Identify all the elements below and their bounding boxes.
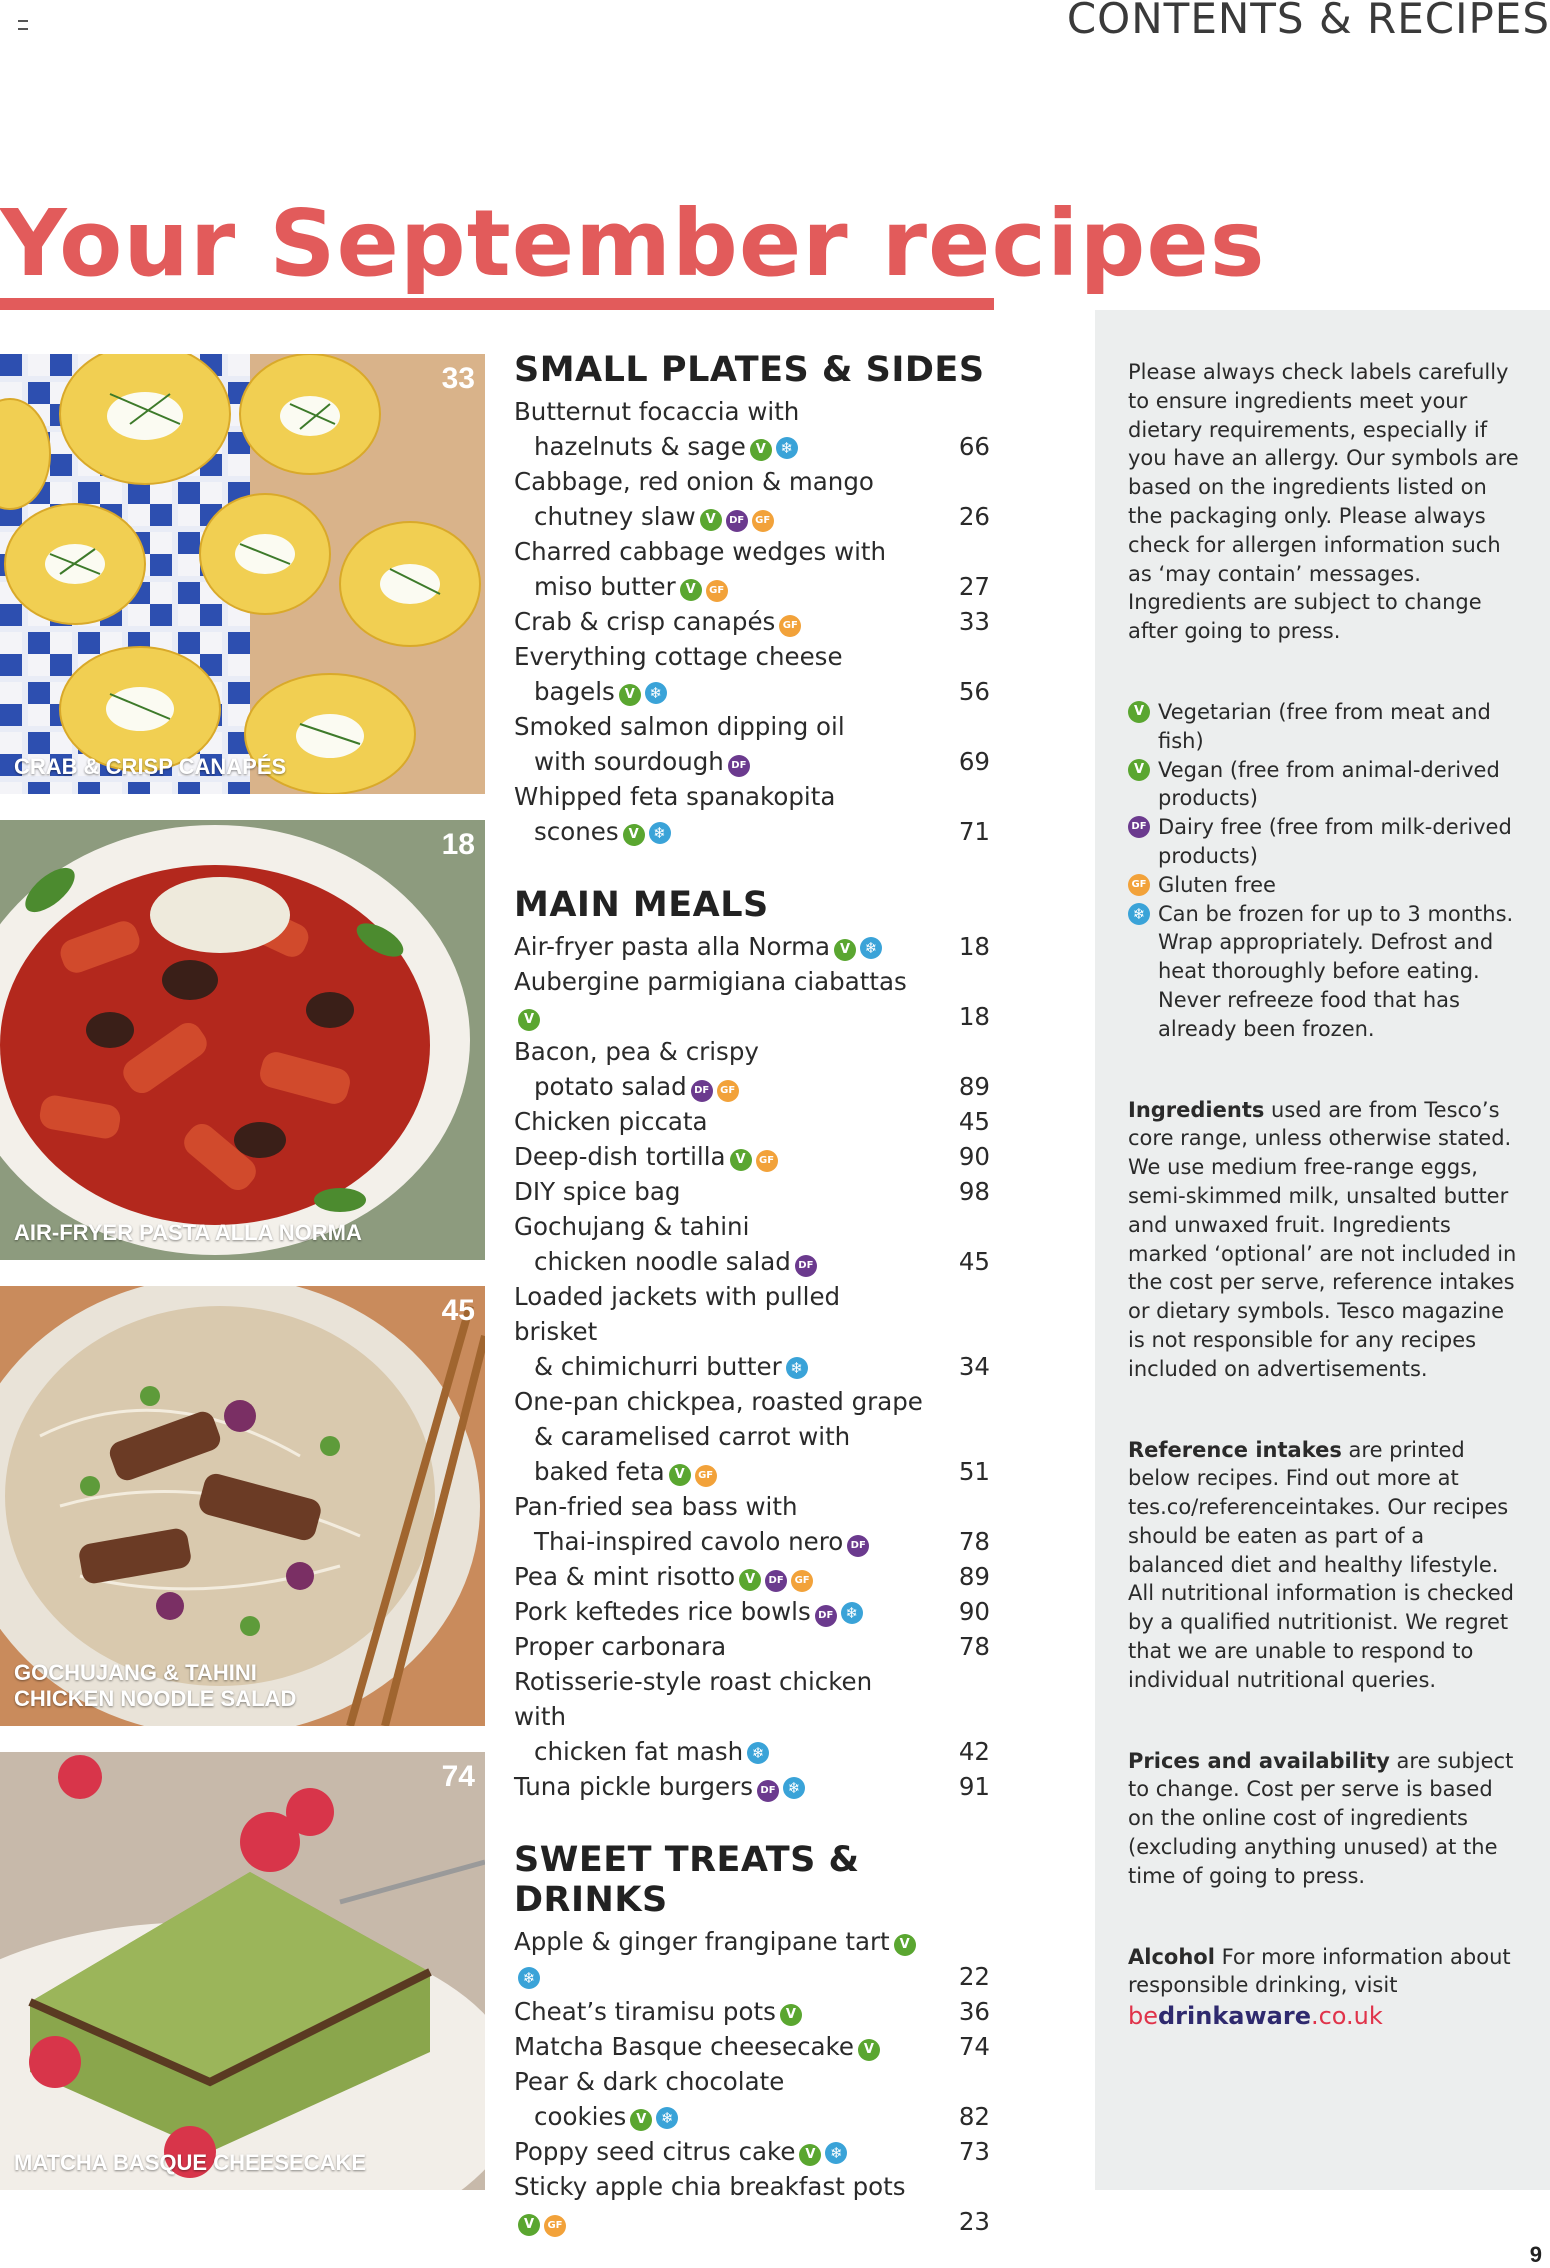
drinkaware-link[interactable] — [1128, 2002, 1523, 2031]
gluten-free-icon: GF — [779, 615, 801, 637]
recipe-name: hazelnuts & sage — [534, 432, 746, 461]
recipe-entry[interactable] — [514, 2064, 994, 2134]
recipe-entry[interactable] — [514, 929, 994, 964]
freezable-icon: ❄ — [518, 1967, 540, 1989]
category-heading: MAIN MEALS — [514, 885, 769, 925]
title-rule — [0, 298, 994, 310]
photo-caption: MATCHA BASQUE CHEESECAKE — [14, 2150, 367, 2175]
dairy-free-icon: DF — [728, 755, 750, 777]
recipe-name: Bacon, pea & crispy — [514, 1037, 759, 1066]
dairy-free-icon: DF — [726, 510, 748, 532]
reference-text: are printed below recipes. Find out more at tes.co/referenceintakes. Our recipes should be eaten as part of a balanced diet and healthy lifestyle. All nutritional information is checked by a qualified nutritionist. We regret that we are unable to respond to individual nutritional queries. — [1128, 1437, 1514, 1692]
photo-crab-canapes[interactable] — [0, 354, 485, 794]
menu-icon — [18, 20, 28, 30]
vegan-icon: V — [1128, 759, 1150, 781]
alcohol-note — [1128, 1943, 1523, 2001]
recipe-entry[interactable] — [514, 1489, 994, 1559]
recipe-page-number: 73 — [958, 2137, 990, 2166]
recipe-entry[interactable] — [514, 1629, 994, 1664]
drinkaware-main: drinkaware — [1158, 2002, 1311, 2031]
recipe-entry[interactable] — [514, 709, 994, 779]
symbol-key-row — [1128, 698, 1523, 756]
symbol-key-text: Gluten free — [1158, 872, 1276, 897]
recipe-entry[interactable] — [514, 1664, 994, 1769]
recipe-name: with sourdough — [534, 747, 724, 776]
gluten-free-icon: GF — [544, 2215, 566, 2237]
recipe-name: baked feta — [534, 1457, 665, 1486]
freezable-icon: ❄ — [656, 2107, 678, 2129]
ingredients-text: used are from Tesco’s core range, unless otherwise stated. We use medium free-range eggs, semi-skimmed milk, unsalted butter and unwaxed fruit. Ingredients marked ‘optional’ are not included in the cost per serve, reference intakes or dietary symbols. Tesco magazine is not responsible for any recipes included on advertisements. — [1128, 1097, 1517, 1381]
recipe-entry[interactable] — [514, 1279, 994, 1384]
info-panel — [1095, 310, 1550, 2190]
recipe-name: Charred cabbage wedges with — [514, 537, 887, 566]
prices-heading: Prices and availability — [1128, 1748, 1390, 1773]
vegetarian-icon: V — [680, 579, 702, 601]
dairy-free-icon: DF — [815, 1605, 837, 1627]
recipe-entry[interactable] — [514, 1104, 994, 1139]
symbol-key — [1128, 698, 1523, 1044]
freezable-icon: ❄ — [860, 937, 882, 959]
recipe-name: Thai-inspired cavolo nero — [534, 1527, 844, 1556]
freezable-icon: ❄ — [747, 1742, 769, 1764]
vegan-icon: V — [700, 509, 722, 531]
recipe-name: Gochujang & tahini — [514, 1212, 750, 1241]
prices-text: are subject to change. Cost per serve is based on the online cost of ingredients (excluding anything unused) at the time of going to press. — [1128, 1748, 1514, 1888]
freezable-icon: ❄ — [649, 822, 671, 844]
recipe-name: scones — [534, 817, 619, 846]
vegetarian-icon: V — [858, 2039, 880, 2061]
recipe-name: cookies — [534, 2102, 627, 2131]
dairy-free-icon: DF — [765, 1570, 787, 1592]
symbol-key-text: Vegetarian (free from meat and fish) — [1158, 699, 1491, 753]
recipe-page-number: 89 — [958, 1072, 990, 1101]
reference-intakes-note — [1128, 1436, 1523, 1695]
recipe-entry[interactable] — [514, 2169, 994, 2239]
recipe-entry[interactable] — [514, 1034, 994, 1104]
drinkaware-be: be — [1128, 2002, 1158, 2031]
recipe-entry[interactable] — [514, 1769, 994, 1804]
vegetarian-icon: V — [518, 2214, 540, 2236]
ingredients-heading: Ingredients — [1128, 1097, 1265, 1122]
symbol-key-row — [1128, 900, 1523, 1044]
symbol-key-row — [1128, 756, 1523, 814]
recipe-name: One-pan chickpea, roasted grape — [514, 1387, 923, 1416]
recipe-page-number: 27 — [958, 572, 990, 601]
photo-noodle-salad[interactable] — [0, 1286, 485, 1726]
recipe-name: chutney slaw — [534, 502, 696, 531]
dairy-free-icon: DF — [757, 1780, 779, 1802]
recipe-entry[interactable] — [514, 779, 994, 849]
recipe-page-number: 18 — [958, 932, 990, 961]
photo-page-number: 74 — [441, 1760, 475, 1793]
pasta-norma-image — [0, 820, 485, 1260]
freezable-icon: ❄ — [776, 437, 798, 459]
recipe-page-number: 56 — [958, 677, 990, 706]
recipe-page-number: 23 — [958, 2207, 990, 2236]
freezable-icon: ❄ — [783, 1777, 805, 1799]
freezable-icon: ❄ — [841, 1602, 863, 1624]
section-header: CONTENTS & RECIPES — [1066, 0, 1550, 43]
symbol-key-text: Can be frozen for up to 3 months. Wrap appropriately. Defrost and heat thoroughly before eating. Never refreeze food that has already been frozen. — [1158, 901, 1514, 1041]
recipe-name: Pan-fried sea bass with — [514, 1492, 798, 1521]
recipe-page-number: 90 — [958, 1597, 990, 1626]
recipe-name: Rotisserie-style roast chicken with — [514, 1667, 873, 1731]
symbol-key-row — [1128, 813, 1523, 871]
recipe-name: Cheat’s tiramisu pots — [514, 1997, 776, 2026]
photo-caption: GOCHUJANG & TAHINI CHICKEN NOODLE SALAD — [14, 1660, 297, 1711]
recipe-name: Cabbage, red onion & mango — [514, 467, 874, 496]
vegetarian-icon: V — [730, 1149, 752, 1171]
vegetarian-icon: V — [630, 2109, 652, 2131]
gluten-free-icon: GF — [791, 1570, 813, 1592]
symbol-key-row — [1128, 871, 1523, 900]
vegetarian-icon: V — [623, 824, 645, 846]
recipe-name: & chimichurri butter — [534, 1352, 782, 1381]
recipe-entry[interactable] — [514, 1384, 994, 1489]
photo-matcha-cheesecake[interactable] — [0, 1752, 485, 2190]
freezable-icon: ❄ — [1128, 903, 1150, 925]
symbol-key-text: Dairy free (free from milk-derived products) — [1158, 815, 1512, 868]
dairy-free-icon: DF — [795, 1255, 817, 1277]
recipe-page-number: 45 — [958, 1107, 990, 1136]
recipe-name: Sticky apple chia breakfast pots — [514, 2172, 906, 2201]
recipe-name: Smoked salmon dipping oil — [514, 712, 845, 741]
vegetarian-icon: V — [669, 1464, 691, 1486]
gluten-free-icon: GF — [1128, 874, 1150, 896]
recipe-page-number: 33 — [958, 607, 990, 636]
recipe-name: Pea & mint risotto — [514, 1562, 736, 1591]
freezable-icon: ❄ — [825, 2142, 847, 2164]
recipe-name: Matcha Basque cheesecake — [514, 2032, 854, 2061]
recipe-page-number: 90 — [958, 1142, 990, 1171]
freezable-icon: ❄ — [786, 1357, 808, 1379]
recipe-name: Deep-dish tortilla — [514, 1142, 726, 1171]
recipe-name: Tuna pickle burgers — [514, 1772, 753, 1801]
vegetarian-icon: V — [750, 439, 772, 461]
recipe-page-number: 91 — [958, 1772, 990, 1801]
recipe-name: & caramelised carrot with — [534, 1422, 851, 1451]
recipe-entry[interactable] — [514, 1209, 994, 1279]
recipe-page-number: 36 — [958, 1997, 990, 2026]
recipe-entry[interactable] — [514, 2029, 994, 2064]
recipe-name: Proper carbonara — [514, 1632, 727, 1661]
vegetarian-icon: V — [1128, 701, 1150, 723]
crab-canapes-image — [0, 354, 485, 794]
photo-pasta-norma[interactable] — [0, 820, 485, 1260]
freezable-icon: ❄ — [645, 682, 667, 704]
page-number: 9 — [1529, 2242, 1542, 2267]
recipe-page-number: 42 — [958, 1737, 990, 1766]
recipe-page-number: 22 — [958, 1962, 990, 1991]
recipe-name: Pork keftedes rice bowls — [514, 1597, 811, 1626]
recipe-page-number: 18 — [958, 1002, 990, 1031]
recipe-name: potato salad — [534, 1072, 687, 1101]
recipe-name: miso butter — [534, 572, 676, 601]
recipe-name: Pear & dark chocolate — [514, 2067, 785, 2096]
recipe-name: Butternut focaccia with — [514, 397, 800, 426]
vegetarian-icon: V — [619, 684, 641, 706]
category-heading: SWEET TREATS & DRINKS — [514, 1840, 860, 1920]
recipe-page-number: 51 — [958, 1457, 990, 1486]
gluten-free-icon: GF — [752, 510, 774, 532]
recipe-name: bagels — [534, 677, 615, 706]
matcha-cheesecake-image — [0, 1752, 485, 2190]
photo-caption: AIR-FRYER PASTA ALLA NORMA — [14, 1220, 362, 1245]
recipe-name: Air-fryer pasta alla Norma — [514, 932, 831, 961]
vegetarian-icon: V — [834, 939, 856, 961]
recipe-page-number: 45 — [958, 1247, 990, 1276]
photo-page-number: 33 — [441, 362, 475, 395]
gluten-free-icon: GF — [756, 1150, 778, 1172]
allergy-note: Please always check labels carefully to ensure ingredients meet your dietary requirements, especially if you have an allergy. Our symbols are based on the ingredients listed on the packaging only. Please always check for allergen information such as ‘may contain’ messages. Ingredients are subject to change after going to press. — [1128, 360, 1519, 644]
recipe-page-number: 89 — [958, 1562, 990, 1591]
recipe-entry[interactable] — [514, 604, 994, 639]
gluten-free-icon: GF — [695, 1465, 717, 1487]
dairy-free-icon: DF — [691, 1080, 713, 1102]
recipe-entry[interactable] — [514, 1559, 994, 1594]
recipe-entry[interactable] — [514, 1994, 994, 2029]
drinkaware-tld: .co.uk — [1310, 2002, 1383, 2031]
recipe-name: Aubergine parmigiana ciabattas — [514, 967, 907, 996]
vegetarian-icon: V — [894, 1934, 916, 1956]
recipe-name: chicken noodle salad — [534, 1247, 791, 1276]
gluten-free-icon: GF — [717, 1080, 739, 1102]
recipe-name: Crab & crisp canapés — [514, 607, 776, 636]
recipe-name: DIY spice bag — [514, 1177, 681, 1206]
reference-heading: Reference intakes — [1128, 1437, 1342, 1462]
ingredients-note — [1128, 1096, 1523, 1384]
prices-note — [1128, 1747, 1523, 1891]
recipe-entry[interactable] — [514, 464, 994, 534]
recipe-entry[interactable] — [514, 1139, 994, 1174]
recipe-page-number: 69 — [958, 747, 990, 776]
recipe-entry[interactable] — [514, 534, 994, 604]
recipe-page-number: 66 — [958, 432, 990, 461]
alcohol-text: For more information about responsible drinking, visit — [1128, 1944, 1511, 1998]
recipe-page-number: 78 — [958, 1632, 990, 1661]
recipe-page-number: 78 — [958, 1527, 990, 1556]
vegetarian-icon: V — [780, 2004, 802, 2026]
vegan-icon: V — [739, 1569, 761, 1591]
recipe-page-number: 26 — [958, 502, 990, 531]
recipe-name: chicken fat mash — [534, 1737, 744, 1766]
recipe-entry[interactable] — [514, 394, 994, 464]
photo-page-number: 45 — [441, 1294, 475, 1327]
recipe-entry[interactable] — [514, 1594, 994, 1629]
recipe-entry[interactable] — [514, 1174, 994, 1209]
photo-caption: CRAB & CRISP CANAPÉS — [14, 754, 287, 779]
gluten-free-icon: GF — [706, 580, 728, 602]
recipe-page-number: 82 — [958, 2102, 990, 2131]
dairy-free-icon: DF — [847, 1535, 869, 1557]
recipe-name: Everything cottage cheese — [514, 642, 843, 671]
recipe-entry[interactable] — [514, 964, 994, 1034]
recipe-name: Apple & ginger frangipane tart — [514, 1927, 890, 1956]
recipe-name: Loaded jackets with pulled brisket — [514, 1282, 841, 1346]
recipe-page-number: 98 — [958, 1177, 990, 1206]
dairy-free-icon: DF — [1128, 816, 1150, 838]
category-heading: SMALL PLATES & SIDES — [514, 350, 985, 390]
alcohol-heading: Alcohol — [1128, 1944, 1215, 1969]
recipe-entry[interactable] — [514, 2134, 994, 2169]
recipe-entry[interactable] — [514, 1924, 994, 1994]
photo-page-number: 18 — [441, 828, 475, 861]
vegetarian-icon: V — [799, 2144, 821, 2166]
vegetarian-icon: V — [518, 1009, 540, 1031]
page-title: Your September recipes — [0, 190, 1266, 297]
recipe-page-number: 71 — [958, 817, 990, 846]
recipe-entry[interactable] — [514, 639, 994, 709]
symbol-key-text: Vegan (free from animal-derived products) — [1158, 757, 1500, 811]
recipe-name: Poppy seed citrus cake — [514, 2137, 796, 2166]
recipe-page-number: 74 — [958, 2032, 990, 2061]
recipe-page-number: 34 — [958, 1352, 990, 1381]
recipe-index — [514, 350, 994, 2239]
recipe-name: Chicken piccata — [514, 1107, 708, 1136]
recipe-name: Whipped feta spanakopita — [514, 782, 836, 811]
